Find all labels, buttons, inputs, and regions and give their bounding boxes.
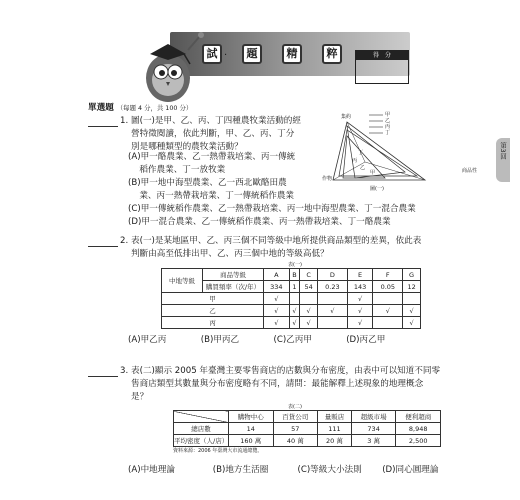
table-2-column: 超級市場 [351,411,396,423]
figure-1-inner-label: 丁 [358,150,364,156]
banner-char-3: 精 [282,44,302,64]
table-1-cell: √ [403,305,421,317]
q3-stem [131,365,440,404]
banner-char-2: 題 [242,44,262,64]
q1-number: 1. [120,116,129,126]
table-2-cell: 2,500 [396,435,441,447]
figure-1-right-label: 商品性 [462,168,478,174]
figure-1-triangle-diagram [325,112,478,192]
table-1-cell: √ [289,305,299,317]
mascot-illustration [128,30,208,110]
figure-1-inner-label: 甲 [370,170,376,176]
q2-option-b[interactable]: (B)甲丙乙 [200,335,240,345]
figure-1-legend-1: 甲 [385,112,391,118]
answer-blank-q1[interactable] [88,124,118,127]
table-2-cell: 57 [273,423,318,435]
table-1-cell: √ [318,305,348,317]
table-1-cell [373,293,403,305]
table-2-cell: 40 萬 [273,435,318,447]
table-1-row-label: 甲 [162,293,264,305]
table-1-cell: √ [373,305,403,317]
table-2-corner [174,411,229,423]
q3-line: 表(二)顯示 2005 年臺灣主要零售商店的店數與分布密度，由表中可以知道不同零 [131,366,441,376]
table-2-source: 資料來源：2006 年臺灣大市流通總覽。 [173,448,263,454]
table-1-cell [318,317,348,329]
table-1-cell: √ [300,305,318,317]
table-1-frequency: 0.05 [373,281,403,293]
table-1-cell: √ [403,317,421,329]
q3-option-d[interactable]: (D)同心圓理論 [382,465,439,475]
table-1-cell: √ [347,305,373,317]
table-1-cell: √ [264,305,290,317]
figure-1-left-label: 作物 [322,176,333,182]
q2-option-d[interactable]: (D)丙乙甲 [346,335,386,345]
table-1-row-label: 丙 [162,317,264,329]
q2-line: 判斷由高至低排出甲、乙、丙三個中地的等級高低？ [131,249,329,259]
q3-option-a[interactable]: (A)中地理論 [128,465,175,475]
table-1-caption: 表(一) [288,262,302,268]
figure-1-inner-label: 乙 [360,165,366,171]
table-1-column: G [403,269,421,281]
q2-option-a[interactable]: (A)甲乙丙 [128,335,167,345]
table-2-cell: 111 [318,423,352,435]
q3-option-c[interactable]: (C)等級大小法則 [297,465,362,475]
table-1-column: F [373,269,403,281]
figure-1-legend-4: 丁 [385,130,391,136]
table-1 [161,268,421,329]
table-2-column: 百貨公司 [273,411,318,423]
answer-blank-q3[interactable] [88,374,118,377]
table-1-frequency: 143 [347,281,373,293]
table-2-cell: 160 萬 [229,435,274,447]
side-tab-text: 第3回 [499,142,507,160]
table-2-row-label: 平均密度（人/店） [174,435,229,447]
table-1-col-header: 購買頻率（次/年） [203,281,264,293]
table-2-caption: 表(二) [288,404,302,410]
table-1-cell: √ [289,317,299,329]
table-2-cell: 14 [229,423,274,435]
q1-option-a[interactable]: (A)甲一酪農業、乙一熱帶栽培業、丙一傳統 [128,152,296,162]
section-title: 單選題 （每題 4 分，共 100 分） [88,103,193,113]
q3-line: 是？ [131,392,149,402]
table-1-cell: √ [264,317,290,329]
figure-1-caption: 圖(一) [370,186,384,192]
figure-1-inner-label: 丙 [352,158,358,164]
q2-stem [131,235,421,261]
q1-option-c[interactable]: (C)甲一傳統稻作農業、乙一熱帶栽培業、丙一地中海型農業、丁一混合農業 [128,204,416,214]
table-1-cell: √ [347,293,373,305]
table-1-row-label: 乙 [162,305,264,317]
table-1-column: B [289,269,299,281]
table-1-cell: √ [264,293,290,305]
q1-option-d[interactable]: (D)甲一混合農業、乙一傳統稻作農業、丙一熱帶栽培業、丁一酪農業 [128,217,391,227]
table-1-column: A [264,269,290,281]
table-2-column: 量販店 [318,411,352,423]
table-1-cell: √ [347,317,373,329]
table-1-cell [289,293,299,305]
q2-number: 2. [120,236,129,246]
q1-stem [131,115,301,154]
q1-option-b[interactable]: (B)甲一地中海型農業、乙一西北歐酪田農 [128,178,287,188]
table-1-col-header: 商品等級 [203,269,264,281]
q2-options [128,334,406,347]
q2-line: 表(一)是某地區甲、乙、丙三個不同等級中地所提供商品類型的差異，依此表 [131,236,422,246]
figure-1-legend-2: 乙 [385,118,391,124]
banner-char-4: 粹 [322,44,342,64]
answer-blank-q2[interactable] [88,244,118,247]
score-box[interactable] [355,50,409,84]
table-1-cell [373,317,403,329]
q3-number: 3. [120,366,129,376]
table-2-cell: 20 萬 [318,435,352,447]
q1-line: 圖(一)是甲、乙、丙、丁四種農牧業活動的經 [131,116,301,126]
q3-options [128,464,452,477]
q3-option-b[interactable]: (B)地方生活圈 [212,465,269,475]
table-1-cell [300,293,318,305]
table-1-column: C [300,269,318,281]
table-2-column: 便利超商 [396,411,441,423]
banner-char-1: 試 [202,44,222,64]
q1-option-b-cont: 業、丙一熱帶栽培業、丁一傳統稻作農業 [128,191,295,201]
q3-line: 售商店類型其數量與分布密度略有不同，請問：最能解釋上述現象的地理概念 [131,379,424,389]
table-1-frequency: 334 [264,281,290,293]
table-1-column: D [318,269,348,281]
table-1-cell: √ [300,317,318,329]
table-1-column: E [347,269,373,281]
table-1-frequency: 54 [300,281,318,293]
table-1-cell [318,293,348,305]
figure-1-legend-3: 丙 [385,124,391,130]
table-2-cell: 734 [351,423,396,435]
table-2-row-label: 總店數 [174,423,229,435]
q1-option-a-cont: 稻作農業、丁一放牧業 [128,165,226,175]
q1-line: 營特徵閱讀，依此判斷，甲、乙、丙、丁分 [131,129,295,139]
table-1-frequency: 1 [289,281,299,293]
banner-dots: · [224,50,228,61]
score-label: 得 分 [356,51,408,60]
table-1-frequency: 12 [403,281,421,293]
table-2-column: 購物中心 [229,411,274,423]
table-2-cell: 3 萬 [351,435,396,447]
table-1-row-header: 中地等級 [162,269,203,293]
table-1-frequency: 0.23 [318,281,348,293]
q2-option-c[interactable]: (C)乙丙甲 [273,335,312,345]
q1-line: 別是哪種類型的農牧業活動？ [131,142,243,152]
table-2-cell: 8,948 [396,423,441,435]
table-1-cell [403,293,421,305]
figure-1-top-label: 集約 [341,114,352,120]
table-2 [173,410,441,447]
side-tab [496,138,510,182]
